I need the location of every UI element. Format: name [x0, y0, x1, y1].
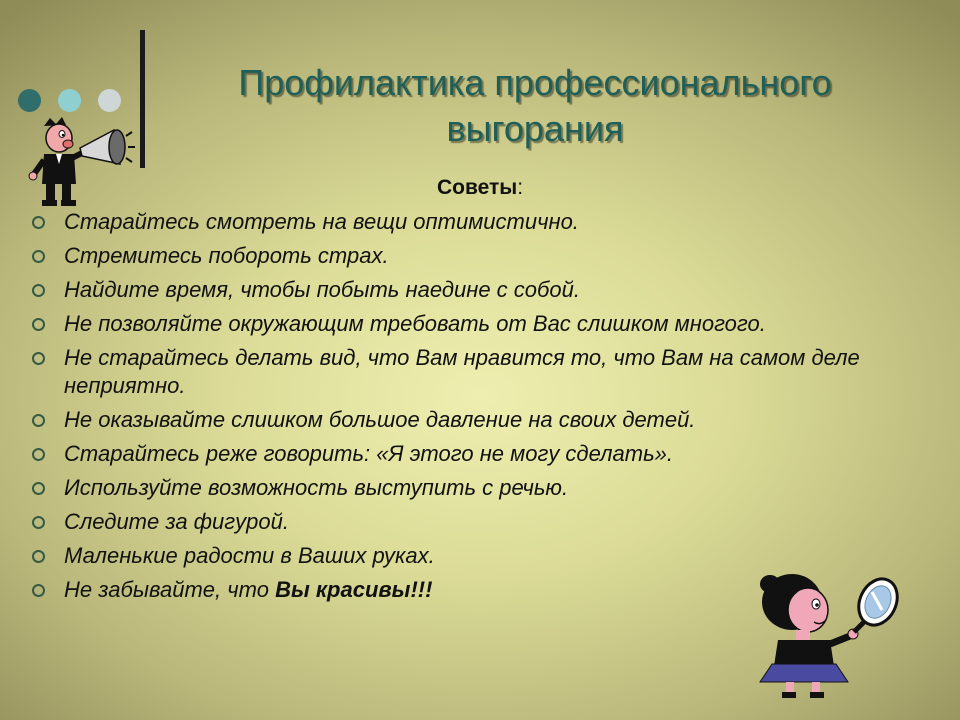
bullet-icon — [32, 318, 45, 331]
decor-dot-dark — [18, 89, 41, 112]
tips-list — [30, 208, 935, 610]
tip-text: Не позволяйте окружающим требовать от Вас слишком многого. — [64, 311, 766, 336]
bullet-icon — [32, 284, 45, 297]
list-item — [30, 508, 935, 536]
subtitle-colon: : — [517, 176, 524, 199]
bullet-icon — [32, 352, 45, 365]
list-item — [30, 542, 935, 570]
tip-text-emphasis: Вы красивы!!! — [275, 577, 433, 602]
bullet-icon — [32, 584, 45, 597]
bullet-icon — [32, 448, 45, 461]
tip-text: Следите за фигурой. — [64, 509, 289, 534]
tip-text: Старайтесь смотреть на вещи оптимистично. — [64, 209, 579, 234]
tip-text: Используйте возможность выступить с речью. — [64, 475, 569, 500]
title-divider — [140, 30, 145, 168]
bullet-icon — [32, 482, 45, 495]
tip-text: Старайтесь реже говорить: «Я этого не могу сделать». — [64, 441, 673, 466]
list-item — [30, 276, 935, 304]
tip-text: Маленькие радости в Ваших руках. — [64, 543, 435, 568]
bullet-icon — [32, 516, 45, 529]
tip-text: Не оказывайте слишком большое давление на своих детей. — [64, 407, 696, 432]
tip-text: Не старайтесь делать вид, что Вам нравится то, что Вам на самом деле неприятно. — [64, 345, 860, 398]
list-item — [30, 344, 935, 400]
tip-text-prefix: Не забывайте, что — [64, 577, 276, 602]
bullet-icon — [32, 216, 45, 229]
decor-dot-light — [58, 89, 81, 112]
bullet-icon — [32, 250, 45, 263]
list-item — [30, 242, 935, 270]
tip-text: Найдите время, чтобы побыть наедине с собой. — [64, 277, 580, 302]
page-title — [165, 60, 905, 152]
list-item — [30, 576, 935, 604]
list-item — [30, 440, 935, 468]
tip-text: Стремитесь побороть страх. — [64, 243, 389, 268]
list-item — [30, 310, 935, 338]
list-item — [30, 208, 935, 236]
list-item — [30, 474, 935, 502]
title-line-2: выгорания — [446, 108, 624, 149]
title-line-1: Профилактика профессионального — [238, 62, 832, 103]
list-item — [30, 406, 935, 434]
bullet-icon — [32, 414, 45, 427]
subtitle-text: Советы — [436, 176, 518, 199]
section-subtitle — [0, 176, 960, 200]
decor-dot-grey — [98, 89, 121, 112]
bullet-icon — [32, 550, 45, 563]
